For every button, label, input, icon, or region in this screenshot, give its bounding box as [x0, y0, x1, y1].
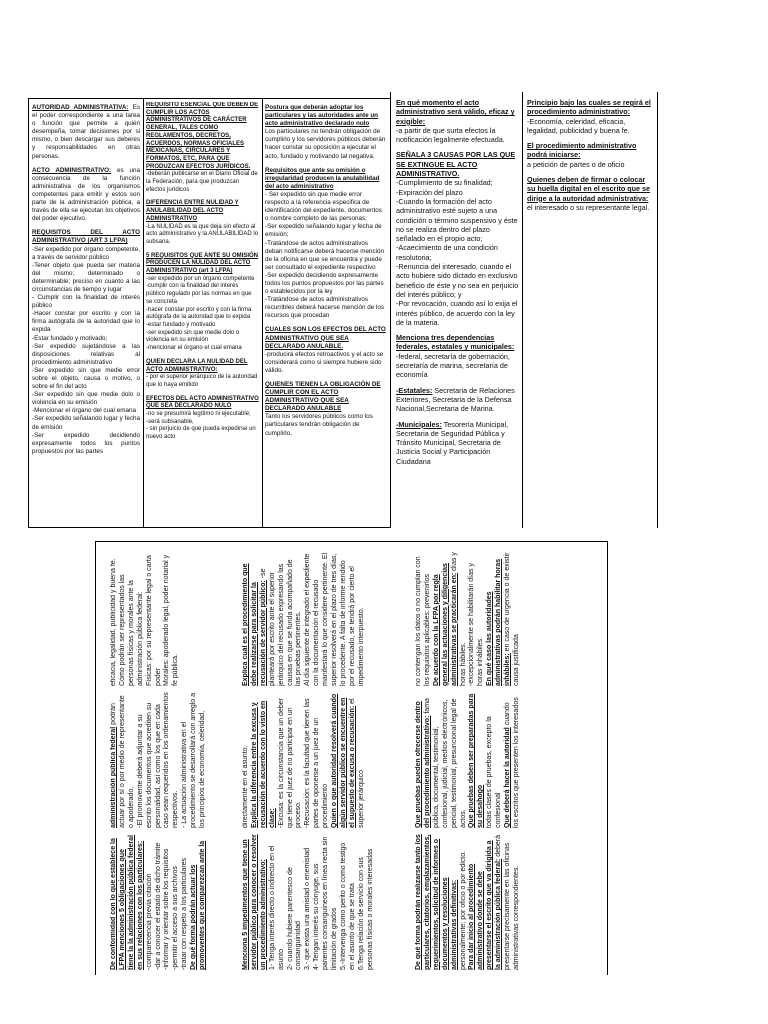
body-text: -Tratándose de actos administrativos recurribles deberá hacerse mención de los recursos que procedan — [265, 296, 385, 320]
paragraph — [486, 692, 504, 828]
paragraph — [265, 351, 387, 375]
paragraph — [251, 692, 278, 828]
paragraph — [242, 834, 269, 970]
body-text: -será subsanable, — [146, 418, 194, 425]
paragraph — [146, 322, 259, 330]
paragraph — [110, 834, 146, 970]
body-text: - sin perjuicio de que pueda expedirse un nuevo acto — [146, 426, 256, 441]
paragraph — [172, 834, 181, 970]
bold-heading: Requisitos que ante su omisión o irregularidad producen la anulabilidad del acto administrativo — [265, 166, 380, 190]
paragraph — [396, 188, 520, 197]
paragraph — [265, 128, 387, 160]
paragraph — [146, 550, 164, 686]
body-text: -Cuando la formación del acto administrativo esté sujeto a una condición o término suspensivo y éste no se realiza dentro del plazo señalado en el propio acto; — [396, 196, 518, 244]
paragraph — [265, 167, 387, 191]
paragraph — [396, 243, 520, 262]
bold-heading: DIFERENCIA ENTRE NULIDAD Y ANULABILIDAD DEL ACTO ADMINISTRATIVO — [146, 200, 239, 222]
bold-heading: De qué forma podrán actuar los promoventes que comparezcan ante la administración pública federal — [110, 726, 207, 970]
body-text: -se planteará por escrito ante el superior jerárquico del recusado expresando las causas en que se funda acompañado de las pruebas pertinentes. — [259, 559, 303, 686]
body-text: -Estar fundado y motivado; — [32, 334, 108, 342]
paragraph — [146, 426, 259, 441]
body-text: 6.Tenga relación de servicio con sus personas físicas o morales interesadas directamente en el asunto. — [242, 745, 374, 970]
body-text: personalmente; por oficio o por edicto. — [459, 850, 467, 970]
paragraph — [415, 692, 468, 828]
body-text: -Recusación: es la facultad que tienen las partes de oponerse a un juez de un procedimiento — [304, 698, 330, 828]
bottom-column-a-text — [110, 545, 245, 970]
bold-heading: Que pruebas pueden ofrecerse dentro del procedimiento administrativo: — [415, 701, 431, 828]
paragraph — [32, 229, 140, 245]
paragraph — [331, 692, 367, 828]
paragraph — [32, 432, 140, 456]
body-text: a petición de partes o de oficio — [527, 159, 625, 169]
paragraph — [146, 102, 259, 171]
body-text: -Tener objeto que pueda ser materia del mismo; determinado o determinable; preciso en cuanto a las circunstancias de tiempo y lugar — [32, 261, 140, 293]
body-text: en caso de urgencia o de existir causa justificada — [504, 552, 520, 686]
body-text: 5.-Intervenga como perito o como testigo en el asunto de que se trata — [339, 842, 356, 970]
paragraph — [265, 381, 387, 413]
paragraph — [396, 352, 520, 380]
body-text: - Ser expedido sin que medie error respecto a la referencia especifica de identificación del expediente, documentos o nombre completo de las personas; — [265, 190, 382, 223]
bold-heading: Explica cuál es el procedimiento que debe realizarse para solicitar la recusación de servidor público: — [242, 563, 267, 686]
paragraph — [304, 550, 366, 686]
body-text: todas clases de pruebas, excepto la confesional — [486, 716, 503, 828]
body-text: -Ser expedido señalando lugar y fecha de emisión — [32, 415, 140, 431]
paragraph — [265, 326, 387, 350]
paragraph — [278, 692, 305, 828]
paragraph — [396, 197, 520, 243]
body-text: -no se presumirá legítimo ni ejecutable; — [146, 411, 251, 418]
paragraph — [527, 175, 655, 212]
body-text: -Hacer constar por escrito y con la firma autógrafa de la autoridad que lo expida — [32, 310, 140, 334]
bold-heading: -Municipales: — [396, 419, 442, 429]
body-text: Físicas: por su representante legal o carta poder — [145, 555, 162, 686]
bottom-column-b-text — [242, 545, 412, 970]
bold-heading: 5 REQUISITOS QUE ANTE SU OMISIÓN PRODUCEN LA NULIDAD DEL ACTO ADMINISTRATIVO (art 3 LFPA) — [146, 252, 259, 275]
paragraph — [32, 262, 140, 294]
body-text: -Mencionar el órgano del cual emana — [32, 407, 136, 415]
body-text: -Ser expedido sin que medie dolo o violencia en su emisión — [32, 391, 140, 407]
paragraph — [32, 391, 140, 407]
paragraph — [163, 834, 172, 970]
paragraph — [32, 335, 140, 343]
paragraph — [396, 98, 520, 126]
body-text: -hacer constar por escrito y con la firma autógrafa de la autoridad que lo expida — [146, 306, 252, 321]
body-text: es una consecuencia de la función administrativa de los organismos competentes para emitir y estos son parte de la administración pública, a través de ella se ejecutan los objetivos del poder ejecutivo. — [32, 166, 140, 223]
paragraph — [146, 200, 259, 223]
paragraph — [340, 834, 358, 970]
paragraph — [304, 834, 313, 970]
paragraph — [146, 253, 259, 276]
bold-heading: QUIEN DECLARA LA NULIDAD DEL ACTO ADMINISTRATIVO: — [146, 358, 248, 373]
body-text: Al día siguiente de integrado el expediente con la documentación el recusado manifestará lo que considere pertinente. El superior resolverá en el plazo de tres días, lo procedente. A falta de informe rendido por el recusado, se tendrá por cierto el impedimento interpuesto. — [304, 552, 365, 686]
body-text: días y horas hábiles. — [450, 552, 467, 686]
body-text: fama pública, documental, testimonial, confesional, judicial, medios electrónicos, pericial, testimonial, presuncional legal de actos. — [423, 698, 467, 828]
paragraph — [32, 167, 140, 224]
paragraph — [155, 834, 164, 970]
paragraph — [396, 333, 520, 352]
body-text: Secretaria de Relaciones Exteriores, Secretaria de la Defensa Nacional,Secretaria de Marina. — [396, 385, 515, 414]
bold-heading: En qué caso las autoridades administrativas podrán habilitar horas inhábiles: — [486, 558, 512, 686]
paragraph — [146, 224, 259, 247]
bold-heading: Menciona 5 impedimentos que tiene un servidor público para conocer o resolver un procedimiento administrativo: — [242, 834, 267, 970]
bold-heading: QUIENES TIENEN LA OBLIGACIÓN DE CUMPLIR CON EL ACTO ADMINISTRATIVO QUE SEA DECLARADO ANULABLE — [265, 381, 381, 413]
body-text: el interesado o su representante legal. — [527, 202, 650, 212]
paragraph — [396, 262, 520, 299]
body-text: -excepcionalmente se habilitarán días y horas inhábiles. — [468, 563, 485, 686]
bold-heading: REQUISITOS DEL ACTO ADMINISTRATIVO (ART 3 LFPA) — [32, 229, 140, 245]
paragraph — [468, 692, 486, 828]
body-text: - Cumplir con la finalidad de interés público — [32, 294, 140, 310]
body-text: el superior jerárquico — [348, 698, 365, 828]
body-text: -Ser expedido por órgano competente, a través de servidor público — [32, 245, 140, 261]
body-text: -federal, secretaría de gobernación, secretaría de marina, secretaría de economía — [396, 351, 510, 380]
paragraph — [396, 150, 520, 178]
paragraph — [146, 330, 259, 345]
body-text: 1- Tenga interés directo o indirecto en el asunto — [268, 845, 285, 970]
top-column-3 — [265, 104, 387, 524]
bold-heading: Quienes deben de firmar o colocar su huella digital en el escrito que se dirige a la autoridad administrativa: — [527, 175, 651, 203]
top-column-1 — [32, 104, 140, 524]
body-text: -Ser expedido decidiendo expresamente todos los puntos propuestos por las partes — [32, 431, 140, 455]
bottom-column-c-text — [415, 545, 605, 970]
bold-heading: Principio bajo las cuales se regirá el procedimiento administrativo: — [527, 98, 651, 117]
body-text: Tanto los servidores públicos como los particulares tendrán obligación de cumplirlo. — [265, 413, 373, 437]
bold-heading: El procedimiento administrativo podrá iniciarse: — [527, 141, 637, 160]
paragraph — [396, 299, 520, 327]
body-text: -Ser expedido sin que medie error sobre el objeto, causa o motivo, o sobre el fin del acto — [32, 366, 140, 391]
paragraph — [269, 834, 287, 970]
body-text: -comparecencia previa citación — [145, 873, 153, 970]
top-column-5 — [527, 98, 655, 524]
paragraph — [146, 307, 259, 322]
body-text: 2- cuando hubiere parentesco de consanguinidad — [286, 867, 303, 970]
bold-heading: CUALES SON LOS EFECTOS DEL ACTO ADMINISTRATIVO QUE SEA DECLARADO ANULABLE. — [265, 326, 386, 350]
body-text: -permitir el acceso a sus archivos — [172, 866, 180, 970]
paragraph — [527, 160, 655, 169]
body-text: -mencionar el órgano el cual emana — [146, 345, 242, 352]
paragraph — [396, 386, 520, 414]
body-text: 4- Tengan interés su cónyuge, sus parientes consanguíneos en línea recta sin limitación de grados — [313, 836, 339, 970]
body-text: -deberán publicarse en el Diario Oficial de la Federación, para que produzcan efectos jurídicos — [146, 171, 258, 193]
body-text: -Por revocación, cuando así lo exija el interés público, de acuerdo con la ley de la materia. — [396, 299, 518, 327]
body-text: deberá presentarse precisamente en las oficinas administrativas correspondientes. — [495, 834, 520, 970]
paragraph — [32, 104, 140, 161]
bold-heading: ACTO ADMINISTRATIVO: — [32, 166, 112, 174]
body-text: -ser expedido por un órgano competente — [146, 275, 255, 282]
body-text: -Excusa: es la circunstancia que un deber que tiene el juez de no participar en un proceso. — [277, 698, 303, 828]
body-text: -Expiración del plazo — [396, 187, 463, 197]
top-column-2 — [146, 102, 259, 524]
paragraph — [181, 834, 190, 970]
body-text: -Renuncia del interesado, cuando el acto hubiere sido dictado en exclusivo beneficio de éste y no sea en perjuicio del interés público; y — [396, 262, 519, 299]
paragraph — [304, 692, 331, 828]
body-text: -Tratándose de actos administrativos deban notificarse deberá hacerse mención de la oficina en que se encuentra y puede ser consultado el expediente respectivo — [265, 239, 385, 271]
paragraph — [32, 367, 140, 391]
paragraph — [265, 191, 387, 223]
paragraph — [396, 126, 520, 145]
bold-heading: De conformidad con lo que establece la LFPA menciones 5 obligaciones que tiene la la administración pública federal en sus relaciones con los particulares: — [110, 835, 144, 970]
bold-heading: Que deberá hacer la autoridad — [504, 727, 512, 828]
body-text: Los particulares no tendrán obligación de cumplirlo y los servidores públicos deberán hacer constar su oposición a ejecutar el acto, fundado y motivando tal negativa. — [265, 128, 386, 160]
paragraph — [146, 283, 259, 306]
paragraph — [146, 345, 259, 353]
body-text: -Economía, celeridad, eficacia, legalidad, publicidad y buena fe. — [527, 116, 630, 135]
body-text: -dar a conocer el estado de dicho trámite — [154, 842, 162, 970]
body-text: -tratar con respeto a los particulares — [181, 857, 189, 970]
body-text: -estar fundado y motivado — [146, 321, 216, 328]
body-text: cuando los escritos que presenten los interesados no contengan los datos o no cumplan con los requisitos aplicables: prevenirlos — [415, 556, 520, 828]
paragraph — [32, 407, 140, 415]
bold-heading: -Estatales: — [396, 385, 433, 395]
paragraph — [146, 834, 155, 970]
paragraph — [265, 223, 387, 239]
body-text: -cumplir con la finalidad del interés público regulado por las normas en que se concreta — [146, 283, 252, 305]
paragraph — [287, 834, 305, 970]
bold-heading: Explica la diferencia entre la excusa y recusación de acuerdo con lo visto en clase: — [250, 700, 276, 828]
paragraph — [137, 692, 182, 828]
paragraph — [433, 550, 469, 686]
paragraph — [32, 246, 140, 262]
body-text: -Ser expedido sujetándose a las disposiciones relativas al procedimiento administrativo — [32, 342, 140, 366]
paragraph — [265, 413, 387, 437]
bold-heading: De acuerdo con la LFPA por regla general las actuaciones y diligencias administrativas se practicarán en: — [432, 563, 458, 686]
body-text: - por el superior jerárquico de la autoridad que lo haya emitido — [146, 374, 258, 388]
top-column-4 — [396, 98, 520, 524]
paragraph — [242, 550, 304, 686]
paragraph — [146, 276, 259, 284]
bold-heading: REQUISITO ESENCIAL QUE DEBEN DE CUMPLIR LOS ACTOS ADMINISTRATIVOS DE CARÁCTER GENERAL, TALES COMO REGLAMENTOS, DECRETOS, ACUERDOS, NORMAS OFICIALES MEXICANAS, CIRCULARES Y FORMATOS, ETC, PARA QUE PRODUZCAN EFECTOS JURÍDICOS. — [146, 102, 259, 170]
bold-heading: EFECTOS DEL ACTO ADMINISTRATIVO QUE SEA DECLARADO NULO — [146, 395, 259, 410]
paragraph — [313, 834, 340, 970]
paragraph — [415, 834, 468, 970]
body-text: -Cumplimiento de su finalidad; — [396, 178, 493, 188]
body-text: podrán actuar por sí o por medio de representante o apoderado. — [110, 695, 135, 828]
paragraph — [468, 550, 486, 686]
paragraph — [486, 550, 522, 686]
body-text: 3.- que exista una amistad o enemistad — [304, 847, 312, 970]
bold-heading: Para dar inicio al procedimiento administrativo donde se debe presentarse el escrito que va dirigida a la administración pública federal: — [468, 840, 503, 970]
bold-heading: Postura que deberán adoptar los particulares y las autoridades ante un acto administrativo declarado nulo — [265, 104, 379, 128]
bold-heading: En qué momento el acto administrativo será válido, eficaz y exigible: — [396, 98, 515, 126]
body-text: -ser expedido sin que medie dolo o violencia en su emisión — [146, 329, 240, 344]
bold-heading: SEÑALA 3 CAUSAS POR LAS QUE SE EXTINGUE EL ACTO ADMINISTRATIVO. — [396, 150, 516, 179]
paragraph — [146, 171, 259, 194]
paragraph — [32, 415, 140, 431]
paragraph — [146, 396, 259, 411]
bold-heading: Que pruebas deben ser preparadas para su desahogo — [468, 693, 485, 828]
paragraph — [146, 359, 259, 374]
paragraph — [32, 294, 140, 310]
paragraph — [396, 178, 520, 187]
paragraph — [265, 272, 387, 296]
body-text: Tesorería Municipal, Secretaria de Seguridad Pública y Tránsito Municipal, Secretaria de Justicia Social y Participación Ciudadana — [396, 419, 509, 466]
bold-heading: De qué forma podrán realizarse tanto los particulares, citatorios, emplazamientos, requerimientos, solicitud de informes o documentos y resoluciones administrativas definitivas: — [415, 834, 458, 970]
body-text: -producirá efectos retroactivos y el acto se considerará como si siempre hubiere sido válido. — [265, 350, 384, 374]
body-text: -informar y orientar sobre los requisitos — [163, 848, 171, 970]
paragraph — [146, 419, 259, 427]
body-text: -Ser expedido decidiendo expresamente todos los puntos propuestos por las partes o establecidos por la ley — [265, 271, 384, 296]
paragraph — [265, 296, 387, 320]
paragraph — [265, 104, 387, 128]
body-text: -a partir de que surta efectos la notificación legalmente efectuada. — [396, 125, 505, 145]
bold-heading: Quien o que autoridad resolverá cuando algún servidor público se encuentre en el supuesto de excusa o recusación: — [331, 693, 356, 828]
body-text: -El promovente deberá adjuntar a su escrito los documentos que acrediten su personalidad, así como los que en cada caso sean requeridos en los ordenamientos respectivos. — [136, 692, 180, 828]
body-text: -Acaecimiento de una condición resolutoria; — [396, 243, 498, 262]
paragraph — [163, 550, 181, 686]
paragraph — [527, 117, 655, 136]
paragraph — [396, 420, 520, 466]
body-text: Morales: apoderado legal, poder notarial y fe pública. — [163, 554, 180, 686]
paragraph — [32, 310, 140, 334]
body-text: -La NULIDAD es la que deja sin efecto al acto administrativo y la ANULABILIDAD lo subsana. — [146, 223, 259, 245]
body-text: -Ser expedido señalando lugar y fecha de emisión; — [265, 223, 382, 239]
bold-heading: AUTORIDAD ADMINISTRATIVA: — [32, 104, 129, 111]
bold-heading: Menciona tres dependencias federales, estatales y municipales: — [396, 333, 515, 352]
paragraph — [146, 411, 259, 419]
paragraph — [265, 240, 387, 272]
paragraph — [527, 141, 655, 160]
paragraph — [146, 374, 259, 389]
paragraph — [32, 343, 140, 367]
paragraph — [527, 98, 655, 117]
paragraph — [468, 834, 521, 970]
body-text: Es el poder correspondiente a una tarea o función que permite a quién desempeña, tomar decisiones por si mismo, o bien descargar sus deberes y responsabilidades en otras personas. — [32, 104, 140, 160]
body-text: - La actuación administrativa en el procedimiento se desarrollará con arreglo a los principios de economía, celeridad, eficacia, legalidad, publicidad y buena fe. Cómo podrán ser representados las personas físicas y morales ante la administración pública federal: — [110, 558, 207, 828]
